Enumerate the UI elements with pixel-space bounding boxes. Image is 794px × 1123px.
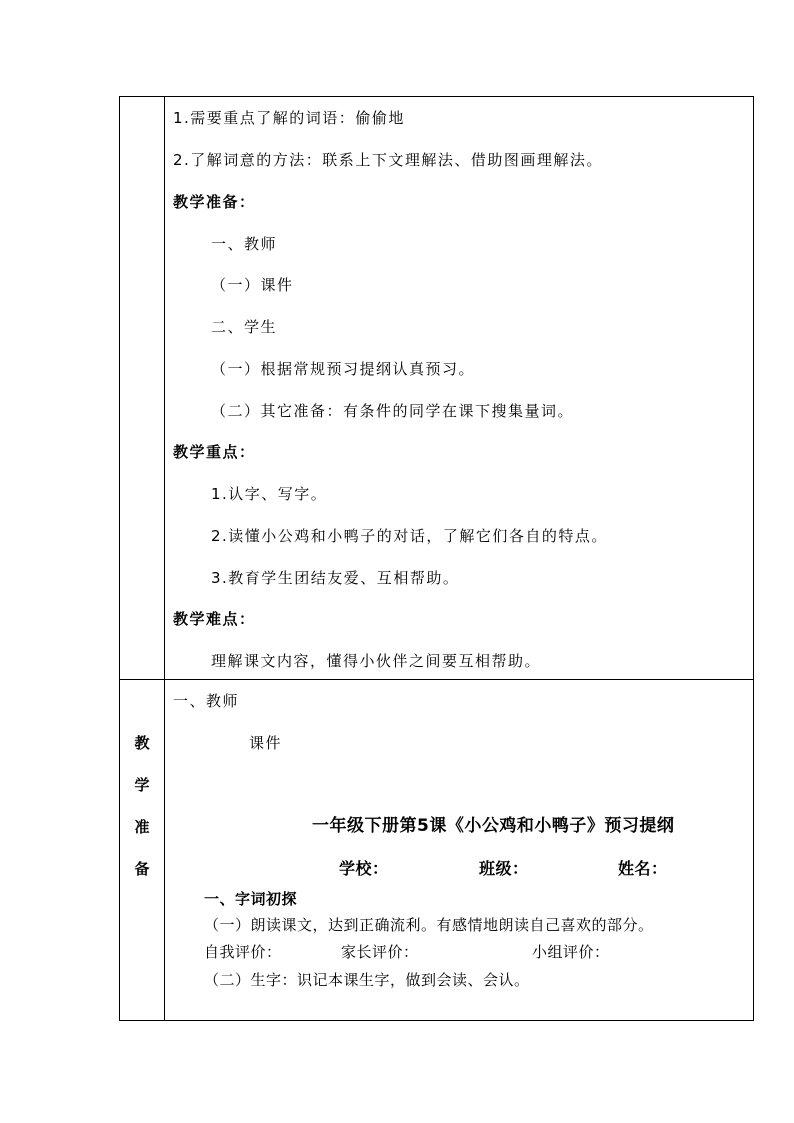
side-label-char-4: 备: [134, 860, 150, 878]
outline-task-1: （一）朗读课文，达到正确流利。有感情地朗读自己喜欢的部分。: [204, 917, 654, 934]
key-point-2: 2.读懂小公鸡和小鸭子的对话，了解它们各自的特点。: [211, 527, 608, 545]
parent-eval-label: 家长评价：: [341, 944, 419, 961]
key-point-3: 3.教育学生团结友爱、互相帮助。: [211, 569, 460, 587]
column-divider: [164, 97, 165, 1020]
difficulties-text: 理解课文内容，懂得小伙伴之间要互相帮助。: [211, 652, 542, 670]
preparation-student: 二、学生: [211, 318, 278, 336]
preparation-teacher: 一、教师: [211, 235, 278, 253]
outline-task-2: （二）生字：识记本课生字，做到会读、会认。: [204, 972, 530, 989]
self-eval-label: 自我评价：: [204, 944, 282, 961]
preparation-student-sub-2: （二）其它准备：有条件的同学在课下搜集量词。: [211, 402, 575, 420]
name-label: 姓名：: [618, 859, 668, 878]
key-point-1: 1.认字、写字。: [211, 485, 328, 503]
outline-title: 一年级下册第5课《小公鸡和小鸭子》预习提纲: [312, 816, 675, 836]
section2-courseware: 课件: [249, 734, 283, 752]
row-divider: [120, 679, 753, 680]
outline-section-1: 一、字词初探: [204, 891, 298, 908]
side-label-char-2: 学: [134, 776, 150, 794]
school-label: 学校：: [339, 859, 389, 878]
group-eval-label: 小组评价：: [532, 944, 610, 961]
lesson-plan-table: [119, 96, 754, 1021]
objective-item-1: 1.需要重点了解的词语：偷偷地: [173, 109, 405, 127]
side-label-char-1: 教: [134, 734, 150, 752]
preparation-student-sub-1: （一）根据常规预习提纲认真预习。: [211, 360, 476, 378]
class-label: 班级：: [479, 859, 529, 878]
difficulties-heading: 教学难点：: [173, 610, 256, 628]
preparation-teacher-sub: （一）课件: [211, 276, 294, 294]
preparation-heading: 教学准备：: [173, 193, 256, 211]
objective-item-2: 2.了解词意的方法：联系上下文理解法、借助图画理解法。: [173, 151, 603, 169]
side-label-char-3: 准: [134, 818, 150, 836]
section2-teacher: 一、教师: [173, 692, 240, 710]
key-points-heading: 教学重点：: [173, 443, 256, 461]
